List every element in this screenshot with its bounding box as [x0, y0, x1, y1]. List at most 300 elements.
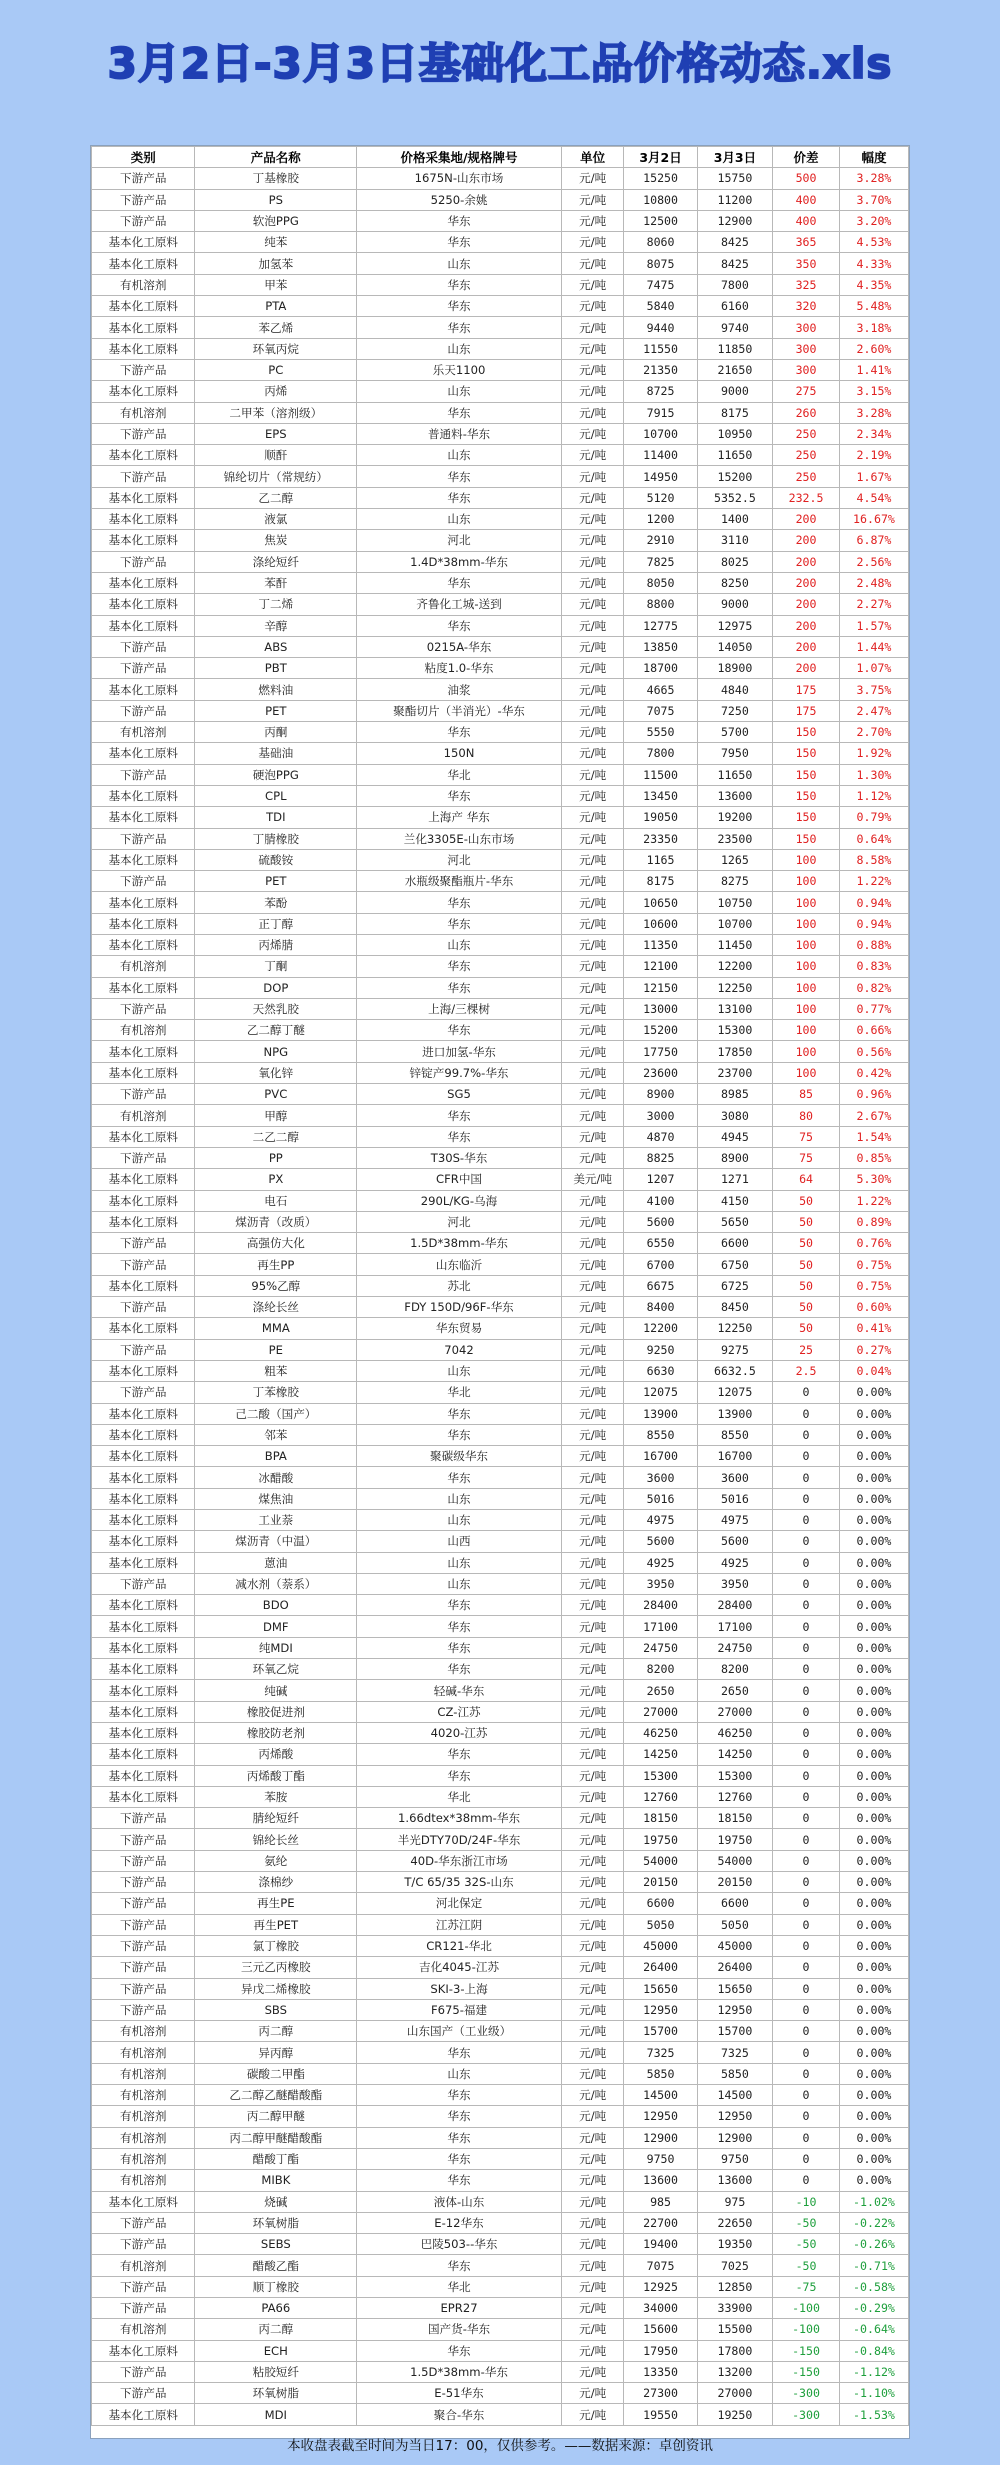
cell-product: PE	[195, 1339, 357, 1360]
table-row	[92, 743, 909, 764]
cell-price-date2: 28400	[697, 1595, 772, 1616]
cell-product: 丙酮	[195, 722, 357, 743]
cell-unit: 元/吨	[561, 1424, 624, 1445]
cell-spec: 华东	[357, 956, 562, 977]
cell-price-date1: 8060	[624, 232, 697, 253]
cell-unit: 元/吨	[561, 1403, 624, 1424]
cell-price-date1: 6550	[624, 1233, 697, 1254]
cell-category: 有机溶剂	[92, 2148, 195, 2169]
cell-pct: 3.15%	[839, 381, 908, 402]
cell-price-date2: 11650	[697, 445, 772, 466]
table-row	[92, 2276, 909, 2297]
cell-spec: 华东	[357, 2085, 562, 2106]
cell-unit: 元/吨	[561, 615, 624, 636]
cell-pct: 0.00%	[839, 1573, 908, 1594]
cell-diff: 100	[773, 849, 840, 870]
cell-product: 再生PET	[195, 1914, 357, 1935]
cell-unit: 元/吨	[561, 2170, 624, 2191]
cell-spec: 华东	[357, 977, 562, 998]
cell-price-date1: 6675	[624, 1275, 697, 1296]
cell-category: 有机溶剂	[92, 2063, 195, 2084]
cell-pct: 0.94%	[839, 913, 908, 934]
cell-unit: 元/吨	[561, 210, 624, 231]
cell-product: 乙二醇丁醚	[195, 1020, 357, 1041]
cell-category: 下游产品	[92, 210, 195, 231]
cell-pct: 0.42%	[839, 1062, 908, 1083]
table-row	[92, 1105, 909, 1126]
cell-product: 苯酚	[195, 892, 357, 913]
cell-diff: 500	[773, 168, 840, 189]
cell-unit: 元/吨	[561, 2340, 624, 2361]
cell-category: 下游产品	[92, 1147, 195, 1168]
cell-diff: 100	[773, 892, 840, 913]
cell-category: 基本化工原料	[92, 807, 195, 828]
cell-pct: 0.00%	[839, 1382, 908, 1403]
cell-diff: 300	[773, 359, 840, 380]
cell-spec: 华东	[357, 296, 562, 317]
cell-diff: 365	[773, 232, 840, 253]
cell-category: 基本化工原料	[92, 1510, 195, 1531]
cell-price-date1: 8800	[624, 594, 697, 615]
cell-pct: 0.41%	[839, 1318, 908, 1339]
cell-category: 下游产品	[92, 636, 195, 657]
cell-category: 下游产品	[92, 1893, 195, 1914]
cell-price-date1: 9440	[624, 317, 697, 338]
cell-unit: 元/吨	[561, 338, 624, 359]
cell-price-date1: 4665	[624, 679, 697, 700]
cell-price-date1: 4100	[624, 1190, 697, 1211]
cell-price-date1: 12075	[624, 1382, 697, 1403]
table-row	[92, 1701, 909, 1722]
cell-category: 有机溶剂	[92, 1105, 195, 1126]
cell-price-date2: 19350	[697, 2234, 772, 2255]
cell-price-date2: 4840	[697, 679, 772, 700]
cell-unit: 元/吨	[561, 1233, 624, 1254]
cell-unit: 元/吨	[561, 1957, 624, 1978]
cell-diff: 0	[773, 1978, 840, 1999]
cell-category: 基本化工原料	[92, 253, 195, 274]
cell-pct: 0.00%	[839, 1424, 908, 1445]
cell-price-date2: 4975	[697, 1510, 772, 1531]
cell-category: 下游产品	[92, 1999, 195, 2020]
cell-pct: -0.84%	[839, 2340, 908, 2361]
cell-price-date1: 1207	[624, 1169, 697, 1190]
table-row	[92, 210, 909, 231]
table-row	[92, 1254, 909, 1275]
cell-unit: 元/吨	[561, 2042, 624, 2063]
cell-price-date2: 19750	[697, 1829, 772, 1850]
cell-diff: 250	[773, 423, 840, 444]
cell-category: 基本化工原料	[92, 743, 195, 764]
cell-diff: -150	[773, 2340, 840, 2361]
table-header-row	[92, 147, 909, 168]
cell-pct: -0.64%	[839, 2319, 908, 2340]
cell-category: 有机溶剂	[92, 402, 195, 423]
cell-diff: 0	[773, 1595, 840, 1616]
cell-category: 基本化工原料	[92, 2191, 195, 2212]
cell-category: 有机溶剂	[92, 1020, 195, 1041]
cell-unit: 元/吨	[561, 1062, 624, 1083]
cell-unit: 元/吨	[561, 2234, 624, 2255]
cell-price-date1: 10700	[624, 423, 697, 444]
cell-diff: 200	[773, 572, 840, 593]
cell-price-date1: 12775	[624, 615, 697, 636]
cell-spec: 华东	[357, 487, 562, 508]
cell-product: 蒽油	[195, 1552, 357, 1573]
cell-pct: 0.00%	[839, 1510, 908, 1531]
cell-unit: 元/吨	[561, 1872, 624, 1893]
cell-product: PVC	[195, 1084, 357, 1105]
cell-pct: 1.30%	[839, 764, 908, 785]
cell-price-date1: 21350	[624, 359, 697, 380]
cell-price-date2: 10950	[697, 423, 772, 444]
cell-pct: 1.07%	[839, 658, 908, 679]
cell-spec: 1.4D*38mm-华东	[357, 551, 562, 572]
cell-category: 下游产品	[92, 1957, 195, 1978]
table-row	[92, 1659, 909, 1680]
cell-price-date1: 19050	[624, 807, 697, 828]
cell-category: 下游产品	[92, 828, 195, 849]
cell-price-date2: 12975	[697, 615, 772, 636]
cell-pct: -0.22%	[839, 2212, 908, 2233]
cell-unit: 元/吨	[561, 1084, 624, 1105]
cell-diff: 0	[773, 1872, 840, 1893]
cell-diff: 0	[773, 2170, 840, 2191]
cell-product: 邻苯	[195, 1424, 357, 1445]
table-row	[92, 1765, 909, 1786]
cell-price-date2: 5850	[697, 2063, 772, 2084]
cell-product: 煤沥青（中温）	[195, 1531, 357, 1552]
cell-price-date2: 12850	[697, 2276, 772, 2297]
cell-spec: E-12华东	[357, 2212, 562, 2233]
cell-spec: 华东	[357, 1616, 562, 1637]
cell-category: 下游产品	[92, 2383, 195, 2404]
cell-price-date2: 24750	[697, 1637, 772, 1658]
cell-price-date1: 12950	[624, 2106, 697, 2127]
cell-unit: 元/吨	[561, 189, 624, 210]
cell-product: 腈纶短纤	[195, 1808, 357, 1829]
cell-diff: 0	[773, 1722, 840, 1743]
cell-diff: 0	[773, 1957, 840, 1978]
cell-category: 下游产品	[92, 1573, 195, 1594]
cell-pct: -1.12%	[839, 2361, 908, 2382]
cell-price-date2: 3600	[697, 1467, 772, 1488]
cell-price-date1: 7800	[624, 743, 697, 764]
cell-unit: 元/吨	[561, 2361, 624, 2382]
cell-unit: 元/吨	[561, 1744, 624, 1765]
cell-product: BDO	[195, 1595, 357, 1616]
cell-category: 有机溶剂	[92, 2085, 195, 2106]
table-row	[92, 2148, 909, 2169]
cell-product: 工业萘	[195, 1510, 357, 1531]
cell-diff: 0	[773, 1829, 840, 1850]
cell-pct: 0.00%	[839, 2170, 908, 2191]
table-row	[92, 1339, 909, 1360]
cell-category: 基本化工原料	[92, 1424, 195, 1445]
cell-diff: 0	[773, 2148, 840, 2169]
cell-unit: 元/吨	[561, 1850, 624, 1871]
cell-price-date2: 9000	[697, 594, 772, 615]
cell-pct: 0.76%	[839, 1233, 908, 1254]
cell-spec: 4020-江苏	[357, 1722, 562, 1743]
column-header-date1: 3月2日	[624, 147, 697, 168]
cell-diff: 300	[773, 317, 840, 338]
cell-product: 纯苯	[195, 232, 357, 253]
cell-spec: 华东	[357, 466, 562, 487]
cell-price-date2: 15750	[697, 168, 772, 189]
cell-product: 减水剂（萘系）	[195, 1573, 357, 1594]
cell-pct: 0.85%	[839, 1147, 908, 1168]
cell-price-date2: 9000	[697, 381, 772, 402]
cell-price-date1: 12500	[624, 210, 697, 231]
cell-price-date1: 4925	[624, 1552, 697, 1573]
cell-product: ABS	[195, 636, 357, 657]
cell-price-date2: 2650	[697, 1680, 772, 1701]
cell-price-date1: 15600	[624, 2319, 697, 2340]
cell-diff: 0	[773, 1893, 840, 1914]
cell-pct: 0.00%	[839, 2106, 908, 2127]
cell-spec: 液体-山东	[357, 2191, 562, 2212]
cell-product: 氧化锌	[195, 1062, 357, 1083]
table-row	[92, 1446, 909, 1467]
table-row	[92, 2127, 909, 2148]
table-row	[92, 232, 909, 253]
cell-product: 三元乙丙橡胶	[195, 1957, 357, 1978]
cell-price-date1: 7475	[624, 274, 697, 295]
cell-category: 下游产品	[92, 1872, 195, 1893]
cell-spec: FDY 150D/96F-华东	[357, 1297, 562, 1318]
cell-diff: 0	[773, 1850, 840, 1871]
cell-product: 异戊二烯橡胶	[195, 1978, 357, 1999]
column-header-category: 类别	[92, 147, 195, 168]
cell-diff: 0	[773, 1701, 840, 1722]
cell-spec: 华东	[357, 2127, 562, 2148]
cell-price-date2: 8025	[697, 551, 772, 572]
cell-pct: 1.92%	[839, 743, 908, 764]
cell-category: 基本化工原料	[92, 1552, 195, 1573]
cell-price-date2: 11650	[697, 764, 772, 785]
cell-price-date2: 6632.5	[697, 1360, 772, 1381]
table-row	[92, 2340, 909, 2361]
cell-category: 基本化工原料	[92, 1318, 195, 1339]
cell-category: 基本化工原料	[92, 317, 195, 338]
cell-unit: 元/吨	[561, 2255, 624, 2276]
cell-product: MMA	[195, 1318, 357, 1339]
cell-diff: 232.5	[773, 487, 840, 508]
table-row	[92, 1531, 909, 1552]
table-row	[92, 1147, 909, 1168]
cell-product: 苯酐	[195, 572, 357, 593]
cell-product: 电石	[195, 1190, 357, 1211]
cell-price-date2: 8450	[697, 1297, 772, 1318]
cell-pct: 0.77%	[839, 998, 908, 1019]
cell-unit: 元/吨	[561, 2106, 624, 2127]
cell-price-date2: 975	[697, 2191, 772, 2212]
cell-spec: F675-福建	[357, 1999, 562, 2020]
cell-unit: 元/吨	[561, 253, 624, 274]
cell-product: 正丁醇	[195, 913, 357, 934]
cell-diff: 25	[773, 1339, 840, 1360]
cell-pct: 0.00%	[839, 1744, 908, 1765]
cell-diff: 50	[773, 1211, 840, 1232]
cell-price-date1: 22700	[624, 2212, 697, 2233]
table-row	[92, 189, 909, 210]
table-row	[92, 934, 909, 955]
cell-diff: 50	[773, 1297, 840, 1318]
cell-category: 基本化工原料	[92, 1744, 195, 1765]
table-row	[92, 1914, 909, 1935]
cell-spec: 乐天1100	[357, 359, 562, 380]
cell-pct: 0.00%	[839, 2063, 908, 2084]
table-row	[92, 807, 909, 828]
cell-pct: 2.19%	[839, 445, 908, 466]
cell-product: PBT	[195, 658, 357, 679]
cell-pct: 0.96%	[839, 1084, 908, 1105]
cell-category: 下游产品	[92, 2234, 195, 2255]
table-row	[92, 2063, 909, 2084]
cell-price-date1: 13000	[624, 998, 697, 1019]
cell-diff: 50	[773, 1233, 840, 1254]
cell-price-date2: 13900	[697, 1403, 772, 1424]
cell-price-date1: 17950	[624, 2340, 697, 2361]
cell-diff: 150	[773, 785, 840, 806]
cell-unit: 元/吨	[561, 1360, 624, 1381]
table-row	[92, 1297, 909, 1318]
cell-pct: 0.83%	[839, 956, 908, 977]
cell-pct: 0.00%	[839, 1765, 908, 1786]
cell-unit: 元/吨	[561, 1020, 624, 1041]
table-row	[92, 828, 909, 849]
cell-price-date2: 46250	[697, 1722, 772, 1743]
table-row	[92, 2042, 909, 2063]
cell-product: 丙二醇	[195, 2021, 357, 2042]
cell-unit: 元/吨	[561, 1275, 624, 1296]
cell-spec: 0215A-华东	[357, 636, 562, 657]
cell-product: 焦炭	[195, 530, 357, 551]
cell-price-date1: 8200	[624, 1659, 697, 1680]
cell-product: 甲苯	[195, 274, 357, 295]
cell-diff: -300	[773, 2383, 840, 2404]
table-row	[92, 658, 909, 679]
cell-price-date2: 11450	[697, 934, 772, 955]
cell-category: 基本化工原料	[92, 1765, 195, 1786]
cell-pct: 0.00%	[839, 1701, 908, 1722]
cell-product: 粗苯	[195, 1360, 357, 1381]
cell-pct: 2.60%	[839, 338, 908, 359]
cell-diff: -100	[773, 2319, 840, 2340]
cell-price-date2: 7950	[697, 743, 772, 764]
cell-spec: 华东	[357, 1105, 562, 1126]
cell-unit: 元/吨	[561, 2276, 624, 2297]
cell-product: 再生PE	[195, 1893, 357, 1914]
cell-price-date1: 10800	[624, 189, 697, 210]
cell-diff: -75	[773, 2276, 840, 2297]
cell-price-date2: 10750	[697, 892, 772, 913]
cell-diff: 0	[773, 2021, 840, 2042]
cell-spec: 山东临沂	[357, 1254, 562, 1275]
cell-price-date2: 4945	[697, 1126, 772, 1147]
cell-price-date1: 10600	[624, 913, 697, 934]
cell-category: 基本化工原料	[92, 1126, 195, 1147]
cell-price-date1: 28400	[624, 1595, 697, 1616]
cell-unit: 美元/吨	[561, 1169, 624, 1190]
table-row	[92, 1382, 909, 1403]
cell-spec: 华东	[357, 1424, 562, 1445]
cell-unit: 元/吨	[561, 2212, 624, 2233]
cell-price-date1: 27300	[624, 2383, 697, 2404]
table-row	[92, 317, 909, 338]
cell-price-date2: 15200	[697, 466, 772, 487]
cell-price-date2: 13200	[697, 2361, 772, 2382]
cell-product: 碳酸二甲酯	[195, 2063, 357, 2084]
cell-price-date1: 11550	[624, 338, 697, 359]
cell-pct: 0.79%	[839, 807, 908, 828]
cell-diff: -50	[773, 2234, 840, 2255]
cell-price-date1: 6600	[624, 1893, 697, 1914]
cell-pct: 0.00%	[839, 1659, 908, 1680]
cell-unit: 元/吨	[561, 1488, 624, 1509]
cell-pct: 4.53%	[839, 232, 908, 253]
cell-unit: 元/吨	[561, 2127, 624, 2148]
cell-category: 基本化工原料	[92, 892, 195, 913]
cell-price-date2: 14500	[697, 2085, 772, 2106]
cell-spec: 华东	[357, 615, 562, 636]
cell-price-date2: 12250	[697, 1318, 772, 1339]
cell-product: 丁腈橡胶	[195, 828, 357, 849]
cell-category: 基本化工原料	[92, 1680, 195, 1701]
table-row	[92, 530, 909, 551]
cell-diff: 0	[773, 1424, 840, 1445]
cell-category: 有机溶剂	[92, 2042, 195, 2063]
cell-price-date1: 985	[624, 2191, 697, 2212]
cell-price-date1: 17750	[624, 1041, 697, 1062]
cell-price-date1: 46250	[624, 1722, 697, 1743]
cell-price-date2: 14050	[697, 636, 772, 657]
cell-product: 烧碱	[195, 2191, 357, 2212]
cell-unit: 元/吨	[561, 2297, 624, 2318]
cell-price-date1: 8050	[624, 572, 697, 593]
cell-diff: 275	[773, 381, 840, 402]
cell-price-date2: 5352.5	[697, 487, 772, 508]
cell-unit: 元/吨	[561, 317, 624, 338]
cell-diff: 0	[773, 1935, 840, 1956]
table-row	[92, 509, 909, 530]
table-row	[92, 2085, 909, 2106]
cell-diff: 150	[773, 743, 840, 764]
cell-spec: 聚碳级华东	[357, 1446, 562, 1467]
cell-diff: 200	[773, 594, 840, 615]
cell-price-date2: 8275	[697, 871, 772, 892]
cell-product: 锦纶长丝	[195, 1829, 357, 1850]
cell-price-date2: 6600	[697, 1233, 772, 1254]
cell-price-date2: 5016	[697, 1488, 772, 1509]
cell-price-date1: 15650	[624, 1978, 697, 1999]
cell-category: 基本化工原料	[92, 1531, 195, 1552]
cell-spec: 华东	[357, 2255, 562, 2276]
table-row	[92, 2383, 909, 2404]
cell-unit: 元/吨	[561, 743, 624, 764]
cell-pct: 3.75%	[839, 679, 908, 700]
cell-category: 基本化工原料	[92, 594, 195, 615]
cell-product: 丙烯腈	[195, 934, 357, 955]
cell-unit: 元/吨	[561, 1701, 624, 1722]
cell-diff: 0	[773, 1446, 840, 1467]
cell-pct: 1.44%	[839, 636, 908, 657]
cell-unit: 元/吨	[561, 487, 624, 508]
cell-price-date1: 10650	[624, 892, 697, 913]
cell-diff: 400	[773, 189, 840, 210]
cell-pct: 0.64%	[839, 828, 908, 849]
